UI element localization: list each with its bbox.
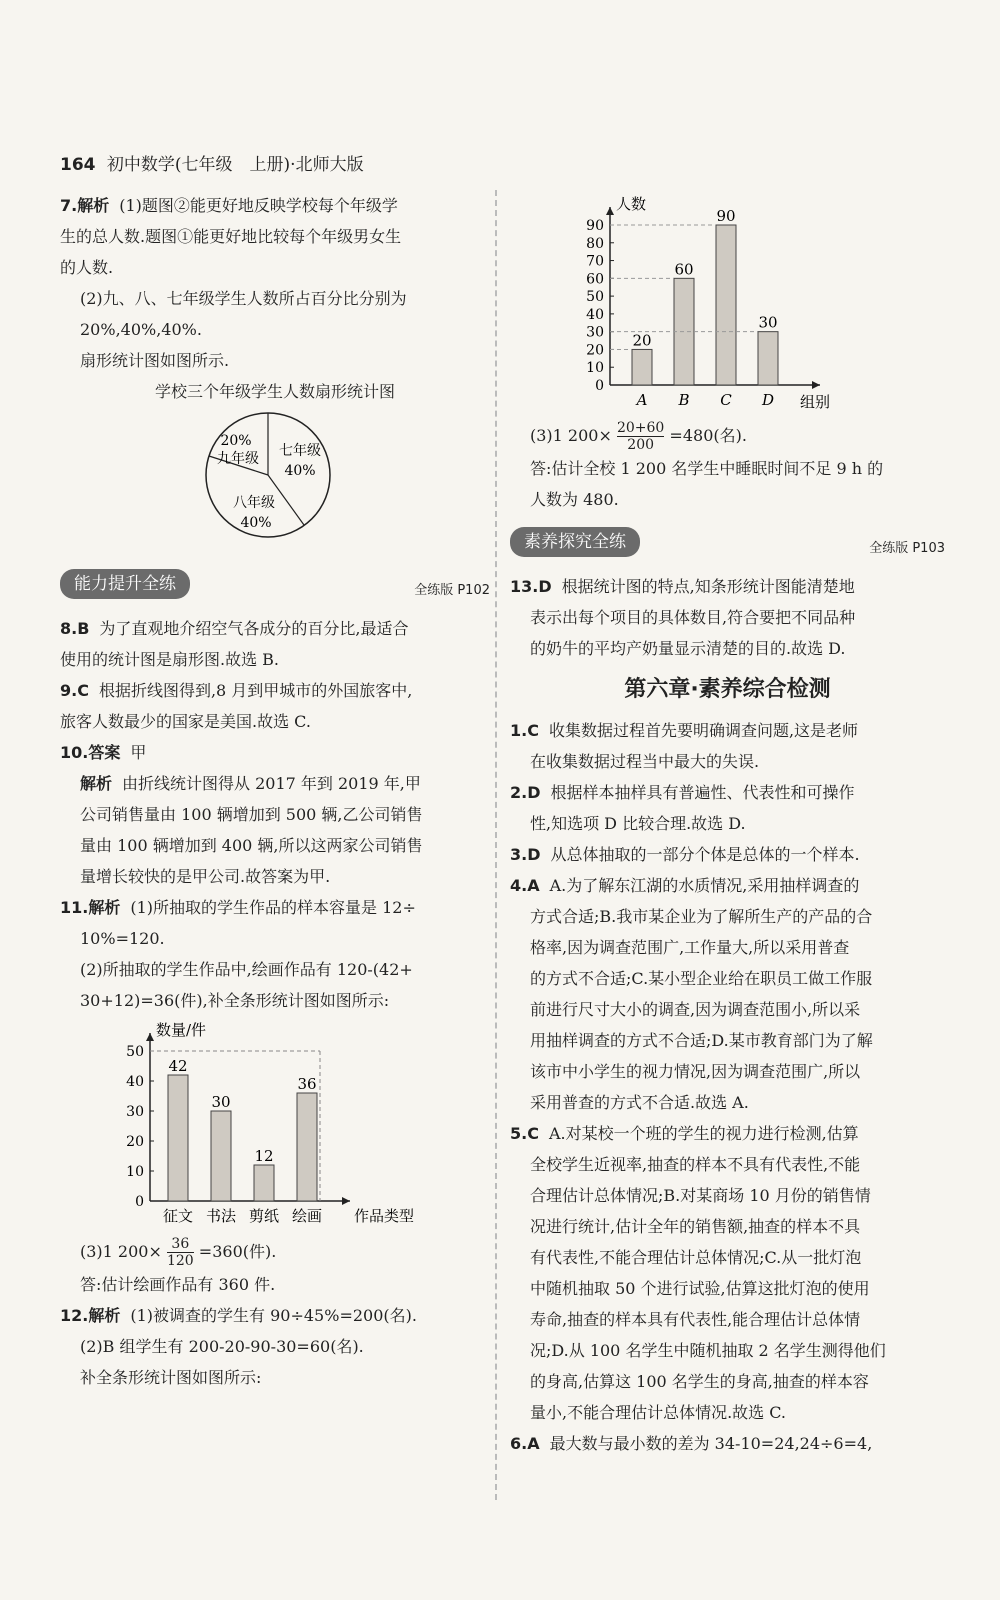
bar: [632, 349, 652, 385]
q9-line: 旅客人数最少的国家是美国.故选 C.: [60, 712, 311, 731]
q13-number: 13.D: [510, 577, 552, 596]
fraction-numerator: 36: [167, 1236, 194, 1253]
q10-line: 公司销售量由 100 辆增加到 500 辆,乙公司销售: [80, 805, 423, 824]
bar: [168, 1075, 188, 1201]
y-tick-label: 10: [126, 1164, 144, 1180]
data-label: 30: [758, 313, 778, 332]
fraction-numerator: 20+60: [616, 420, 665, 436]
q11-line: 30+12)=36(件),补全条形统计图如图所示:: [80, 991, 390, 1010]
a2-line: [510, 777, 945, 808]
q10-answer: 甲: [130, 743, 147, 762]
x-axis-label: 组别: [800, 393, 831, 410]
q8-number: 8.B: [60, 619, 90, 638]
a2-number: 2.D: [510, 783, 541, 802]
page-header: [60, 150, 364, 175]
q12-text: (1)被调查的学生有 90÷45%=200(名).: [130, 1306, 417, 1325]
a4-line: [510, 870, 945, 901]
section-banner: [60, 565, 490, 605]
fraction-denominator: 120: [166, 1253, 194, 1269]
q11-text: (3)1 200×: [80, 1242, 162, 1261]
column-divider: [495, 190, 497, 1500]
section-banner: [510, 523, 945, 563]
q11-line: [60, 892, 490, 923]
q9-line: [60, 675, 490, 706]
bar: [254, 1165, 274, 1201]
q7-line: [60, 190, 490, 221]
q13-text: 根据统计图的特点,知条形统计图能清楚地: [561, 577, 855, 596]
a5-line: 全校学生近视率,抽查的样本不具有代表性,不能: [530, 1155, 861, 1174]
q11-line: (2)所抽取的学生作品中,绘画作品有 120-(42+: [80, 960, 413, 979]
x-tick-label: D: [761, 391, 775, 409]
q11-line: 答:估计绘画作品有 360 件.: [80, 1275, 276, 1294]
section-tag: 能力提升全练: [60, 569, 190, 599]
x-tick-label: 征文: [162, 1207, 194, 1225]
a5-line: 中随机抽取 50 个进行试验,估算这批灯泡的使用: [530, 1279, 870, 1298]
y-axis-label: 人数: [616, 195, 647, 213]
a4-line: 该市中小学生的视力情况,因为调查范围广,所以: [530, 1062, 861, 1081]
y-tick-label: 20: [126, 1134, 144, 1150]
a1-number: 1.C: [510, 721, 539, 740]
bar: [297, 1093, 317, 1201]
q10-line: 量增长较快的是甲公司.故答案为甲.: [80, 867, 331, 886]
left-column: [60, 190, 490, 1393]
a2-line: 性,知选项 D 比较合理.故选 D.: [530, 814, 746, 833]
q12-text: =480(名).: [669, 426, 747, 445]
y-tick-label: 40: [586, 306, 604, 323]
data-label: 90: [716, 207, 736, 225]
y-tick-label: 50: [586, 289, 604, 306]
page-number: 164: [60, 155, 96, 175]
pie-label: 七年级: [279, 443, 321, 459]
q11-number: 11.解析: [60, 898, 121, 917]
a5-line: [510, 1118, 945, 1149]
q7-text: (1)题图②能更好地反映学校每个年级学: [119, 196, 398, 215]
x-axis-arrow-icon: [812, 381, 820, 389]
a5-line: 况;D.从 100 名学生中随机抽取 2 名学生测得他们: [530, 1341, 886, 1360]
pie-label: 九年级: [217, 451, 259, 467]
y-tick-label: 30: [586, 324, 604, 341]
q9-text: 根据折线图得到,8 月到甲城市的外国旅客中,: [98, 681, 413, 700]
a5-line: 的身高,估算这 100 名学生的身高,抽查的样本容: [530, 1372, 869, 1391]
a4-line: 采用普查的方式不合适.故选 A.: [530, 1093, 749, 1112]
x-tick-label: 剪纸: [248, 1207, 280, 1225]
a6-number: 6.A: [510, 1434, 540, 1453]
y-tick-label: 0: [595, 378, 604, 394]
y-tick-label: 50: [126, 1044, 144, 1060]
pie-label: 40%: [284, 463, 316, 479]
a4-text: A.为了解东江湖的水质情况,采用抽样调查的: [549, 876, 860, 895]
data-label: 12: [254, 1147, 274, 1165]
y-axis-arrow-icon: [146, 1033, 154, 1041]
q10-line: [60, 768, 490, 799]
a2-text: 根据样本抽样具有普遍性、代表性和可操作: [550, 783, 855, 802]
a5-line: 合理估计总体情况;B.对某商场 10 月份的销售情: [530, 1186, 871, 1205]
q10-text: 由折线统计图得从 2017 年到 2019 年,甲: [122, 774, 421, 793]
a1-line: 在收集数据过程当中最大的失误.: [530, 752, 760, 771]
y-tick-label: 70: [586, 253, 604, 270]
a4-number: 4.A: [510, 876, 540, 895]
data-label: 60: [674, 260, 694, 279]
bar: [758, 332, 778, 385]
q11-text: =360(件).: [198, 1242, 277, 1261]
x-tick-label: B: [678, 391, 690, 409]
q11-line: [60, 1236, 490, 1269]
y-axis-arrow-icon: [606, 207, 614, 215]
a4-line: 格率,因为调查范围广,工作量大,所以采用普查: [530, 938, 850, 957]
a5-line: 寿命,抽查的样本具有代表性,能合理估计总体情: [530, 1310, 861, 1329]
x-tick-label: 书法: [205, 1207, 237, 1225]
y-tick-label: 10: [586, 360, 604, 377]
a1-line: [510, 715, 945, 746]
chapter-title: 第六章·素养综合检测: [624, 677, 831, 702]
data-label: 30: [211, 1093, 231, 1111]
a4-line: 前进行尺寸大小的调查,因为调查范围小,所以采: [530, 1000, 861, 1019]
q11-line: 10%=120.: [80, 929, 165, 948]
q7-line: (2)九、八、七年级学生人数所占百分比分别为: [80, 289, 407, 308]
q12-line: [510, 420, 945, 453]
a5-number: 5.C: [510, 1124, 539, 1143]
a6-text: 最大数与最小数的差为 34-10=24,24÷6=4,: [549, 1434, 873, 1453]
q10-analysis-label: 解析: [80, 774, 113, 793]
pie-chart: [200, 407, 340, 547]
a6-line: [510, 1428, 945, 1459]
q12-line: 人数为 480.: [530, 490, 619, 509]
a3-text: 从总体抽取的一部分个体是总体的一个样本.: [550, 845, 860, 864]
q13-line: 的奶牛的平均产奶量显示清楚的目的.故选 D.: [530, 639, 846, 658]
q12-line: (2)B 组学生有 200-20-90-30=60(名).: [80, 1337, 364, 1356]
a3-line: [510, 839, 945, 870]
q7-line: 20%,40%,40%.: [80, 320, 202, 339]
q12-line: 补全条形统计图如图所示:: [80, 1368, 262, 1387]
data-label: 42: [168, 1057, 188, 1075]
y-tick-label: 30: [126, 1104, 144, 1120]
q7-line: 生的总人数.题图①能更好地比较每个年级男女生: [60, 227, 402, 246]
fraction-denominator: 200: [627, 437, 655, 453]
q13-line: [510, 571, 945, 602]
data-label: 36: [297, 1075, 317, 1093]
pie-title: 学校三个年级学生人数扇形统计图: [154, 382, 395, 401]
q12-text: (3)1 200×: [530, 426, 612, 445]
q7-line: 扇形统计图如图所示.: [80, 351, 230, 370]
a5-text: A.对某校一个班的学生的视力进行检测,估算: [548, 1124, 859, 1143]
a4-line: 方式合适;B.我市某企业为了解所生产的产品的合: [530, 907, 873, 926]
pie-label: 八年级: [233, 495, 275, 511]
section-tag: 素养探究全练: [510, 527, 640, 557]
x-axis-label: 作品类型: [354, 1207, 415, 1225]
section-reference: 全练版 P103: [869, 541, 945, 556]
fraction: [167, 1236, 194, 1269]
pie-label: 20%: [220, 433, 252, 449]
q8-line: [60, 613, 490, 644]
x-tick-label: C: [720, 391, 732, 409]
a4-line: 的方式不合适;C.某小型企业给在职员工做工作服: [530, 969, 873, 988]
a5-line: 况进行统计,估计全年的销售额,抽查的样本不具: [530, 1217, 861, 1236]
q7-number: 7.解析: [60, 196, 110, 215]
x-tick-label: 绘画: [291, 1207, 323, 1225]
a4-line: 用抽样调查的方式不合适;D.某市教育部门为了解: [530, 1031, 873, 1050]
y-tick-label: 0: [135, 1194, 144, 1210]
a5-line: 有代表性,不能合理估计总体情况;C.从一批灯泡: [530, 1248, 862, 1267]
y-tick-label: 80: [586, 235, 604, 252]
book-title: 初中数学(七年级 上册)·北师大版: [106, 155, 364, 175]
bar: [211, 1111, 231, 1201]
y-tick-label: 40: [126, 1074, 144, 1090]
q12-line: [60, 1300, 490, 1331]
section-reference: 全练版 P102: [414, 583, 490, 598]
a1-text: 收集数据过程首先要明确调查问题,这是老师: [548, 721, 859, 740]
y-axis-label: 数量/件: [156, 1021, 207, 1039]
q11-text: (1)所抽取的学生作品的样本容量是 12÷: [130, 898, 416, 917]
q13-line: 表示出每个项目的具体数目,符合要把不同品种: [530, 608, 856, 627]
q9-number: 9.C: [60, 681, 89, 700]
q10-number: 10.答案: [60, 743, 121, 762]
x-axis-arrow-icon: [342, 1197, 350, 1205]
q12-number: 12.解析: [60, 1306, 121, 1325]
bar-chart-works: [110, 1016, 440, 1226]
right-column: [510, 190, 945, 1459]
pie-label: 40%: [240, 515, 272, 531]
q12-line: 答:估计全校 1 200 名学生中睡眠时间不足 9 h 的: [530, 459, 884, 478]
q10-line: 量由 100 辆增加到 400 辆,所以这两家公司销售: [80, 836, 423, 855]
y-tick-label: 60: [586, 271, 604, 288]
bar: [716, 225, 736, 385]
q8-text: 为了直观地介绍空气各成分的百分比,最适合: [99, 619, 409, 638]
a3-number: 3.D: [510, 845, 541, 864]
y-tick-label: 20: [586, 342, 604, 359]
x-tick-label: A: [636, 391, 648, 409]
bar-chart-groups: [570, 190, 900, 410]
a5-line: 量小,不能合理估计总体情况.故选 C.: [530, 1403, 787, 1422]
q7-line: 的人数.: [60, 258, 114, 277]
q8-line: 使用的统计图是扇形图.故选 B.: [60, 650, 280, 669]
y-tick-label: 90: [586, 218, 604, 234]
q10-line: [60, 737, 490, 768]
data-label: 20: [632, 331, 652, 350]
fraction: [617, 420, 664, 453]
